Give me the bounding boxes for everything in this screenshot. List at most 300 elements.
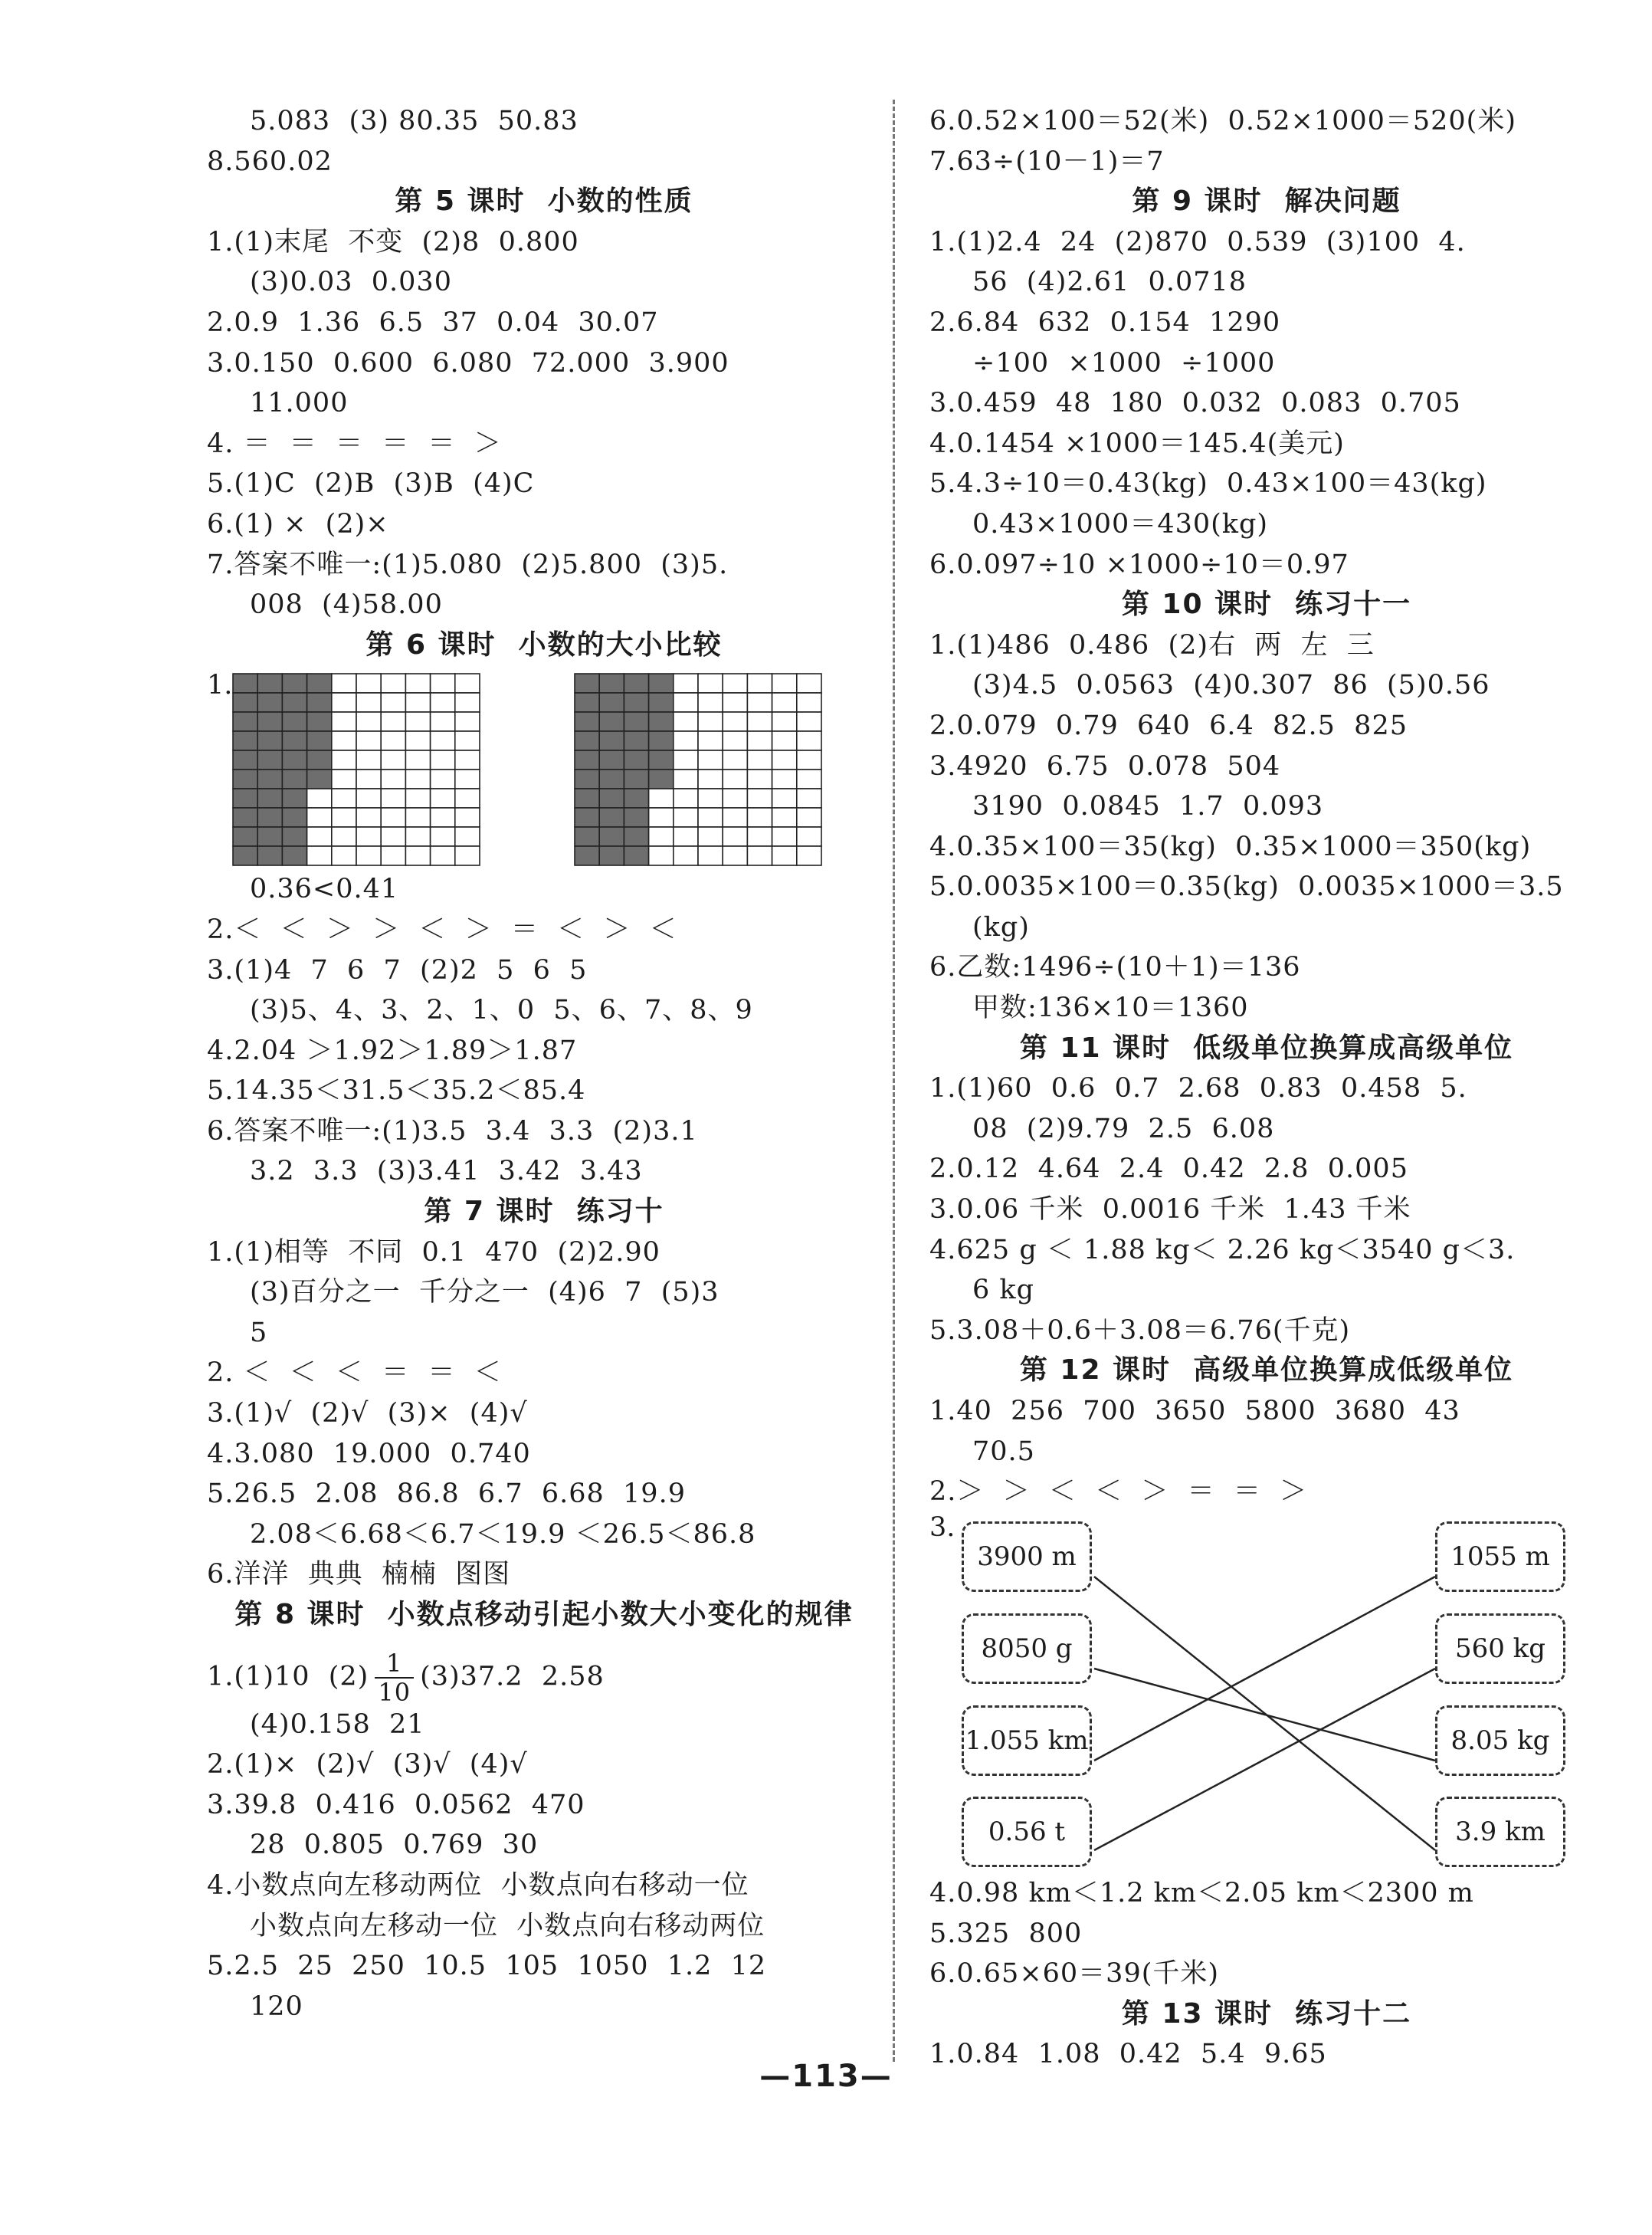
fraction-answer-row <box>207 1636 881 1705</box>
grid-cell <box>455 808 480 827</box>
grid-cell-shaded <box>233 731 257 750</box>
lesson-10-heading: 第 10 课时 练习十一 <box>1121 589 1412 621</box>
grid-cell <box>332 827 356 846</box>
grid-cell-shaded <box>649 712 674 731</box>
grid-cell-shaded <box>575 789 599 808</box>
grid-cell-shaded <box>599 789 624 808</box>
grid-cell <box>797 827 821 846</box>
answer-line: 5.26.5 2.08 86.8 6.7 6.68 19.9 <box>207 1479 686 1510</box>
answer-line: 6.洋洋 典典 楠楠 图图 <box>207 1559 511 1590</box>
grid-cell <box>381 808 405 827</box>
answer-line: 3.(1)√ (2)√ (3)× (4)√ <box>207 1398 528 1429</box>
match-line <box>1094 1577 1435 1761</box>
lesson-8-heading: 第 8 课时 小数点移动引起小数大小变化的规律 <box>234 1599 854 1630</box>
grid-cell <box>405 846 430 865</box>
hundred-grid-figures <box>207 665 881 869</box>
hundred-grid-right <box>573 673 822 866</box>
answer-line: 08 (2)9.79 2.5 6.08 <box>972 1113 1275 1144</box>
grid-cell-shaded <box>624 770 648 789</box>
grid-cell <box>405 750 430 770</box>
hundred-grid-left <box>231 673 480 866</box>
grid-cell-shaded <box>233 712 257 731</box>
grid-cell <box>356 693 381 712</box>
grid-cell <box>772 808 797 827</box>
answer-line: 5.0.0035×100＝0.35(kg) 0.0035×1000＝3.5 <box>929 871 1564 903</box>
grid-cell <box>356 712 381 731</box>
answer-line: 1.(1)末尾 不变 (2)8 0.800 <box>207 226 579 258</box>
lesson-13-heading: 第 13 课时 练习十二 <box>1121 1997 1412 2030</box>
grid-cell <box>649 808 674 827</box>
grid-cell-shaded <box>282 808 306 827</box>
grid-cell <box>674 712 698 731</box>
grid-cell-shaded <box>624 846 648 865</box>
grid-cell-shaded <box>307 750 332 770</box>
answer-line: ÷100 ×1000 ÷1000 <box>972 347 1276 379</box>
grid-cell-shaded <box>257 750 282 770</box>
answer-line: 1.(1)相等 不同 0.1 470 (2)2.90 <box>207 1236 660 1268</box>
grid-cell <box>747 770 772 789</box>
grid-cell-shaded <box>307 674 332 693</box>
grid-cell <box>455 846 480 865</box>
grid-cell <box>649 846 674 865</box>
answer-line: 5.(1)C (2)B (3)B (4)C <box>207 468 535 500</box>
left-column <box>207 101 881 2027</box>
grid-cell <box>381 693 405 712</box>
grid-cell-shaded <box>649 731 674 750</box>
answer-line: 1.(1)2.4 24 (2)870 0.539 (3)100 4. <box>929 226 1466 258</box>
grid-cell <box>455 674 480 693</box>
match-right-box: 560 kg <box>1435 1613 1565 1684</box>
fraction-numerator: 1 <box>375 1649 414 1679</box>
grid-cell <box>723 693 747 712</box>
grid-cell <box>772 712 797 731</box>
answer-line: 3.2 3.3 (3)3.41 3.42 3.43 <box>250 1156 643 1187</box>
answer-line: 5.325 800 <box>929 1918 1083 1949</box>
answer-line: 0.43×1000＝430(kg) <box>972 508 1269 540</box>
answer-line: 5.14.35＜31.5＜35.2＜85.4 <box>207 1075 586 1107</box>
grid-cell-shaded <box>307 770 332 789</box>
answer-line: 4.3.080 19.000 0.740 <box>207 1438 531 1469</box>
grid-cell <box>723 674 747 693</box>
answer-line: 2. ＜ ＜ ＜ ＝ ＝ ＜ <box>207 1357 502 1389</box>
grid-cell <box>356 846 381 865</box>
grid-cell <box>431 750 455 770</box>
grid-cell-shaded <box>575 846 599 865</box>
grid-cell <box>332 731 356 750</box>
answer-line: 3.4920 6.75 0.078 504 <box>929 750 1281 782</box>
answer-line: 2.(1)× (2)√ (3)√ (4)√ <box>207 1749 528 1780</box>
grid-cell-shaded <box>282 750 306 770</box>
grid-cell-shaded <box>649 750 674 770</box>
answer-line: 4.625 g ＜ 1.88 kg＜ 2.26 kg＜3540 g＜3. <box>929 1234 1516 1265</box>
answer-line: 6 kg <box>972 1275 1035 1306</box>
grid-cell-shaded <box>233 827 257 846</box>
grid-cell <box>381 846 405 865</box>
grid-cell <box>674 731 698 750</box>
grid-cell <box>356 770 381 789</box>
grid-cell <box>332 789 356 808</box>
grid-cell <box>455 712 480 731</box>
answer-line: 4.0.35×100＝35(kg) 0.35×1000＝350(kg) <box>929 831 1532 862</box>
grid-cell-shaded <box>649 674 674 693</box>
grid-cell <box>698 731 723 750</box>
match-line <box>1094 1669 1435 1850</box>
grid-cell-shaded <box>282 731 306 750</box>
grid-cell <box>431 827 455 846</box>
answer-line: 4. ＝ ＝ ＝ ＝ ＝ ＞ <box>207 428 502 459</box>
grid-cell <box>674 750 698 770</box>
grid-cell <box>723 770 747 789</box>
grid-cell-shaded <box>307 712 332 731</box>
lesson-12-heading: 第 12 课时 高级单位换算成低级单位 <box>1019 1354 1514 1387</box>
grid-cell <box>723 731 747 750</box>
grid-cell <box>381 770 405 789</box>
grid-cell <box>797 674 821 693</box>
answer-line: 6.0.097÷10 ×1000÷10＝0.97 <box>929 549 1349 580</box>
grid-cell <box>405 731 430 750</box>
answer-line: (3)4.5 0.0563 (4)0.307 86 (5)0.56 <box>972 670 1490 701</box>
question-number: 1. <box>207 670 233 701</box>
grid-cell <box>747 846 772 865</box>
grid-cell <box>332 674 356 693</box>
grid-cell <box>381 712 405 731</box>
answer-line: 甲数:136×10＝1360 <box>972 993 1249 1024</box>
grid-cell <box>431 693 455 712</box>
answer-line: 1.(1)60 0.6 0.7 2.68 0.83 0.458 5. <box>929 1073 1467 1104</box>
grid-cell-shaded <box>282 712 306 731</box>
answer-line: 4.小数点向左移动两位 小数点向右移动一位 <box>207 1869 749 1901</box>
answer-line: 11.000 <box>250 388 349 419</box>
answer-line: (kg) <box>972 911 1030 943</box>
grid-cell <box>356 808 381 827</box>
grid-cell <box>431 808 455 827</box>
grid-cell <box>455 789 480 808</box>
answer-line: 56 (4)2.61 0.0718 <box>972 267 1247 298</box>
grid-cell-shaded <box>257 731 282 750</box>
grid-cell-shaded <box>575 808 599 827</box>
grid-cell <box>405 693 430 712</box>
answer-line: 3.0.06 千米 0.0016 千米 1.43 千米 <box>929 1194 1411 1226</box>
grid-cell <box>747 674 772 693</box>
answer-line: 2.＞ ＞ ＜ ＜ ＞ ＝ ＝ ＞ <box>929 1476 1308 1508</box>
grid-cell <box>381 827 405 846</box>
grid-cell <box>332 750 356 770</box>
grid-cell-shaded <box>257 827 282 846</box>
grid-cell <box>698 693 723 712</box>
grid-cell <box>307 789 332 808</box>
grid-cell <box>455 827 480 846</box>
grid-cell <box>455 750 480 770</box>
answer-line: 2.0.079 0.79 640 6.4 82.5 825 <box>929 710 1408 741</box>
grid-cell-shaded <box>282 789 306 808</box>
grid-cell <box>381 750 405 770</box>
grid-cell-shaded <box>624 731 648 750</box>
match-right-box: 8.05 kg <box>1435 1705 1565 1776</box>
match-right-box: 1055 m <box>1435 1521 1565 1592</box>
grid-cell <box>772 731 797 750</box>
grid-cell <box>356 827 381 846</box>
grid-cell-shaded <box>575 731 599 750</box>
answer-line: 3.(1)4 7 6 7 (2)2 5 6 5 <box>207 954 588 986</box>
grid-cell-shaded <box>282 846 306 865</box>
grid-cell <box>674 789 698 808</box>
grid-cell <box>698 770 723 789</box>
grid-cell <box>747 789 772 808</box>
grid-cell <box>332 770 356 789</box>
answer-line: 1.0.84 1.08 0.42 5.4 9.65 <box>929 2039 1327 2070</box>
grid-cell <box>747 808 772 827</box>
grid-cell <box>698 789 723 808</box>
answer-line: 1.40 256 700 3650 5800 3680 43 <box>929 1396 1460 1426</box>
grid-cell <box>723 712 747 731</box>
grid-cell-shaded <box>282 827 306 846</box>
grid-cell-shaded <box>649 770 674 789</box>
grid-cell-shaded <box>233 770 257 789</box>
grid-cell <box>698 827 723 846</box>
answer-line: 5.2.5 25 250 10.5 105 1050 1.2 12 <box>207 1951 767 1982</box>
grid-cell-shaded <box>282 674 306 693</box>
lesson-7-heading: 第 7 课时 练习十 <box>424 1196 664 1228</box>
grid-cell <box>723 808 747 827</box>
grid-cell <box>332 693 356 712</box>
grid-cell <box>797 789 821 808</box>
grid-cell <box>381 731 405 750</box>
grid-cell-shaded <box>624 750 648 770</box>
grid-cell-shaded <box>599 846 624 865</box>
matching-lines-lower <box>929 1511 1604 1874</box>
answer-line: 4.0.98 km＜1.2 km＜2.05 km＜2300 m <box>929 1878 1474 1908</box>
grid-cell <box>674 846 698 865</box>
grid-cell <box>747 827 772 846</box>
answer-line: 70.5 <box>972 1436 1035 1467</box>
grid-cell <box>698 808 723 827</box>
grid-cell-shaded <box>624 789 648 808</box>
answer-line: (4)0.158 21 <box>250 1708 425 1740</box>
lesson-6-heading: 第 6 课时 小数的大小比较 <box>365 628 723 661</box>
grid-cell-shaded <box>233 750 257 770</box>
grid-cell <box>797 808 821 827</box>
answer-line: (3)百分之一 千分之一 (4)6 7 (5)3 <box>250 1277 719 1308</box>
lesson-5-heading: 第 5 课时 小数的性质 <box>395 185 693 218</box>
grid-cell <box>307 846 332 865</box>
grid-cell <box>356 731 381 750</box>
answer-line: 2.0.9 1.36 6.5 37 0.04 30.07 <box>207 307 659 338</box>
match-left-box: 1.055 km <box>962 1705 1092 1776</box>
grid-cell <box>747 750 772 770</box>
answer-line: 1.(1)486 0.486 (2)右 两 左 三 <box>929 629 1375 661</box>
answer-line: 6.0.52×100＝52(米) 0.52×1000＝520(米) <box>929 106 1516 136</box>
match-line <box>1094 1669 1435 1761</box>
grid-cell <box>332 712 356 731</box>
grid-cell-shaded <box>257 789 282 808</box>
grid-cell <box>307 827 332 846</box>
grid-cell-shaded <box>257 808 282 827</box>
grid-cell <box>772 770 797 789</box>
answer-text: (3)37.2 2.58 <box>420 1661 605 1692</box>
grid-cell <box>381 674 405 693</box>
answer-line: 7.答案不唯一:(1)5.080 (2)5.800 (3)5. <box>207 549 729 580</box>
grid-cell <box>332 808 356 827</box>
grid-cell-shaded <box>624 808 648 827</box>
fraction <box>375 1649 414 1706</box>
grid-cell <box>797 846 821 865</box>
grid-cell-shaded <box>282 770 306 789</box>
answer-line: 2.08＜6.68＜6.7＜19.9 ＜26.5＜86.8 <box>250 1518 756 1550</box>
grid-cell <box>674 827 698 846</box>
answer-line: 5.3.08＋0.6＋3.08＝6.76(千克) <box>929 1314 1351 1346</box>
grid-cell <box>356 750 381 770</box>
grid-cell <box>698 712 723 731</box>
grid-cell <box>405 712 430 731</box>
grid-cell <box>772 693 797 712</box>
answer-line: (3)5、4、3、2、1、0 5、6、7、8、9 <box>250 995 753 1026</box>
lesson-11-heading: 第 11 课时 低级单位换算成高级单位 <box>1019 1032 1514 1064</box>
grid-cell-shaded <box>282 693 306 712</box>
match-left-box: 3900 m <box>962 1521 1092 1592</box>
grid-cell-shaded <box>624 712 648 731</box>
grid-cell <box>431 712 455 731</box>
grid-cell-shaded <box>599 674 624 693</box>
match-right-box: 3.9 km <box>1435 1797 1565 1867</box>
fraction-denominator: 10 <box>378 1677 411 1707</box>
answer-line: 6.乙数:1496÷(10＋1)＝136 <box>929 952 1301 983</box>
grid-cell <box>747 693 772 712</box>
lesson-12-tail <box>929 1873 1604 2075</box>
grid-cell <box>649 827 674 846</box>
grid-cell <box>747 712 772 731</box>
grid-cell <box>772 789 797 808</box>
grid-cell-shaded <box>307 731 332 750</box>
column-divider <box>893 100 895 2062</box>
grid-cell-shaded <box>599 693 624 712</box>
grid-cell <box>356 674 381 693</box>
grid-cell-shaded <box>624 693 648 712</box>
answer-text: 1.(1)10 (2) <box>207 1661 369 1692</box>
grid-cell-shaded <box>257 846 282 865</box>
grid-cell-shaded <box>575 770 599 789</box>
grid-cell <box>455 693 480 712</box>
grid-cell-shaded <box>575 674 599 693</box>
grid-cell-shaded <box>233 808 257 827</box>
grid-cell-shaded <box>624 827 648 846</box>
answer-line: 2.0.12 4.64 2.4 0.42 2.8 0.005 <box>929 1154 1408 1185</box>
answer-line: 3.0.459 48 180 0.032 0.083 0.705 <box>929 388 1461 419</box>
grid-cell <box>797 770 821 789</box>
answer-line: 6.答案不唯一:(1)3.5 3.4 3.3 (2)3.1 <box>207 1115 698 1147</box>
grid-cell <box>307 808 332 827</box>
grid-cell <box>797 693 821 712</box>
answer-line: 120 <box>250 1990 303 2022</box>
answer-line: 小数点向左移动一位 小数点向右移动两位 <box>250 1910 765 1941</box>
answer-line: 6.0.65×60＝39(千米) <box>929 1958 1220 1990</box>
lesson-9-heading: 第 9 课时 解决问题 <box>1132 185 1401 218</box>
grid-cell <box>772 674 797 693</box>
grid-cell <box>405 770 430 789</box>
grid-cell <box>674 808 698 827</box>
grid-cell-shaded <box>649 693 674 712</box>
grid-cell <box>698 750 723 770</box>
grid-cell <box>723 846 747 865</box>
answer-line: 5 <box>250 1317 268 1348</box>
grid-cell <box>405 789 430 808</box>
grid-cell-shaded <box>599 731 624 750</box>
grid-cell-shaded <box>599 770 624 789</box>
grid-cell <box>356 789 381 808</box>
answer-line: 4.0.1454 ×1000＝145.4(美元) <box>929 428 1345 459</box>
grid-cell-shaded <box>575 712 599 731</box>
page-number: —113— <box>759 2059 893 2094</box>
match-left-box: 8050 g <box>962 1613 1092 1684</box>
grid-cell <box>797 712 821 731</box>
grid-cell <box>431 789 455 808</box>
grid-cell <box>723 750 747 770</box>
grid-cell <box>405 827 430 846</box>
grid-cell <box>405 808 430 827</box>
grid-cell-shaded <box>575 693 599 712</box>
answer-line: 2.6.84 632 0.154 1290 <box>929 307 1281 338</box>
grid-cell-shaded <box>257 674 282 693</box>
grid-cell <box>674 770 698 789</box>
answer-line: 28 0.805 0.769 30 <box>250 1830 539 1861</box>
answer-line: 4.2.04 ＞1.92＞1.89＞1.87 <box>207 1035 578 1066</box>
grid-cell <box>698 846 723 865</box>
grid-cell-shaded <box>233 846 257 865</box>
grid-cell-shaded <box>624 674 648 693</box>
match-left-box: 0.56 t <box>962 1797 1092 1867</box>
question-number: 3. <box>929 1511 955 1543</box>
grid-cell <box>772 750 797 770</box>
grid-cell <box>797 750 821 770</box>
grid-cell-shaded <box>233 693 257 712</box>
answer-line: 3.39.8 0.416 0.0562 470 <box>207 1789 585 1820</box>
grid-cell <box>431 674 455 693</box>
grid-cell <box>431 731 455 750</box>
grid-cell-shaded <box>575 750 599 770</box>
grid-cell <box>381 789 405 808</box>
grid-cell <box>431 770 455 789</box>
grid-cell-shaded <box>599 827 624 846</box>
grid-cell <box>772 846 797 865</box>
grid-cell-shaded <box>257 693 282 712</box>
grid-cell-shaded <box>599 808 624 827</box>
answer-line: 3.0.150 0.600 6.080 72.000 3.900 <box>207 347 729 379</box>
answer-line: 5.4.3÷10＝0.43(kg) 0.43×100＝43(kg) <box>929 468 1487 500</box>
grid-cell-shaded <box>599 712 624 731</box>
grid-cell <box>649 789 674 808</box>
grid-cell-shaded <box>257 770 282 789</box>
answer-line: 008 (4)58.00 <box>250 589 443 621</box>
answer-line: 2.＜ ＜ ＞ ＞ ＜ ＞ ＝ ＜ ＞ ＜ <box>207 914 677 945</box>
grid-cell <box>674 674 698 693</box>
answer-line: 7.63÷(10－1)＝7 <box>929 146 1165 177</box>
grid-cell <box>455 731 480 750</box>
grid-cell-shaded <box>257 712 282 731</box>
grid-cell-shaded <box>575 827 599 846</box>
grid-cell <box>797 731 821 750</box>
grid-cell <box>431 846 455 865</box>
grid-cell <box>674 693 698 712</box>
grid-cell <box>332 846 356 865</box>
grid-cell <box>747 731 772 750</box>
answer-line: 3190 0.0845 1.7 0.093 <box>972 791 1324 822</box>
grid-cell <box>723 827 747 846</box>
answer-line: 5.083 (3) 80.35 50.83 <box>250 106 579 136</box>
grid-cell <box>455 770 480 789</box>
grid-cell-shaded <box>233 789 257 808</box>
answer-line: (3)0.03 0.030 <box>250 267 452 298</box>
match-line <box>1094 1577 1435 1850</box>
grid-cell-shaded <box>599 750 624 770</box>
